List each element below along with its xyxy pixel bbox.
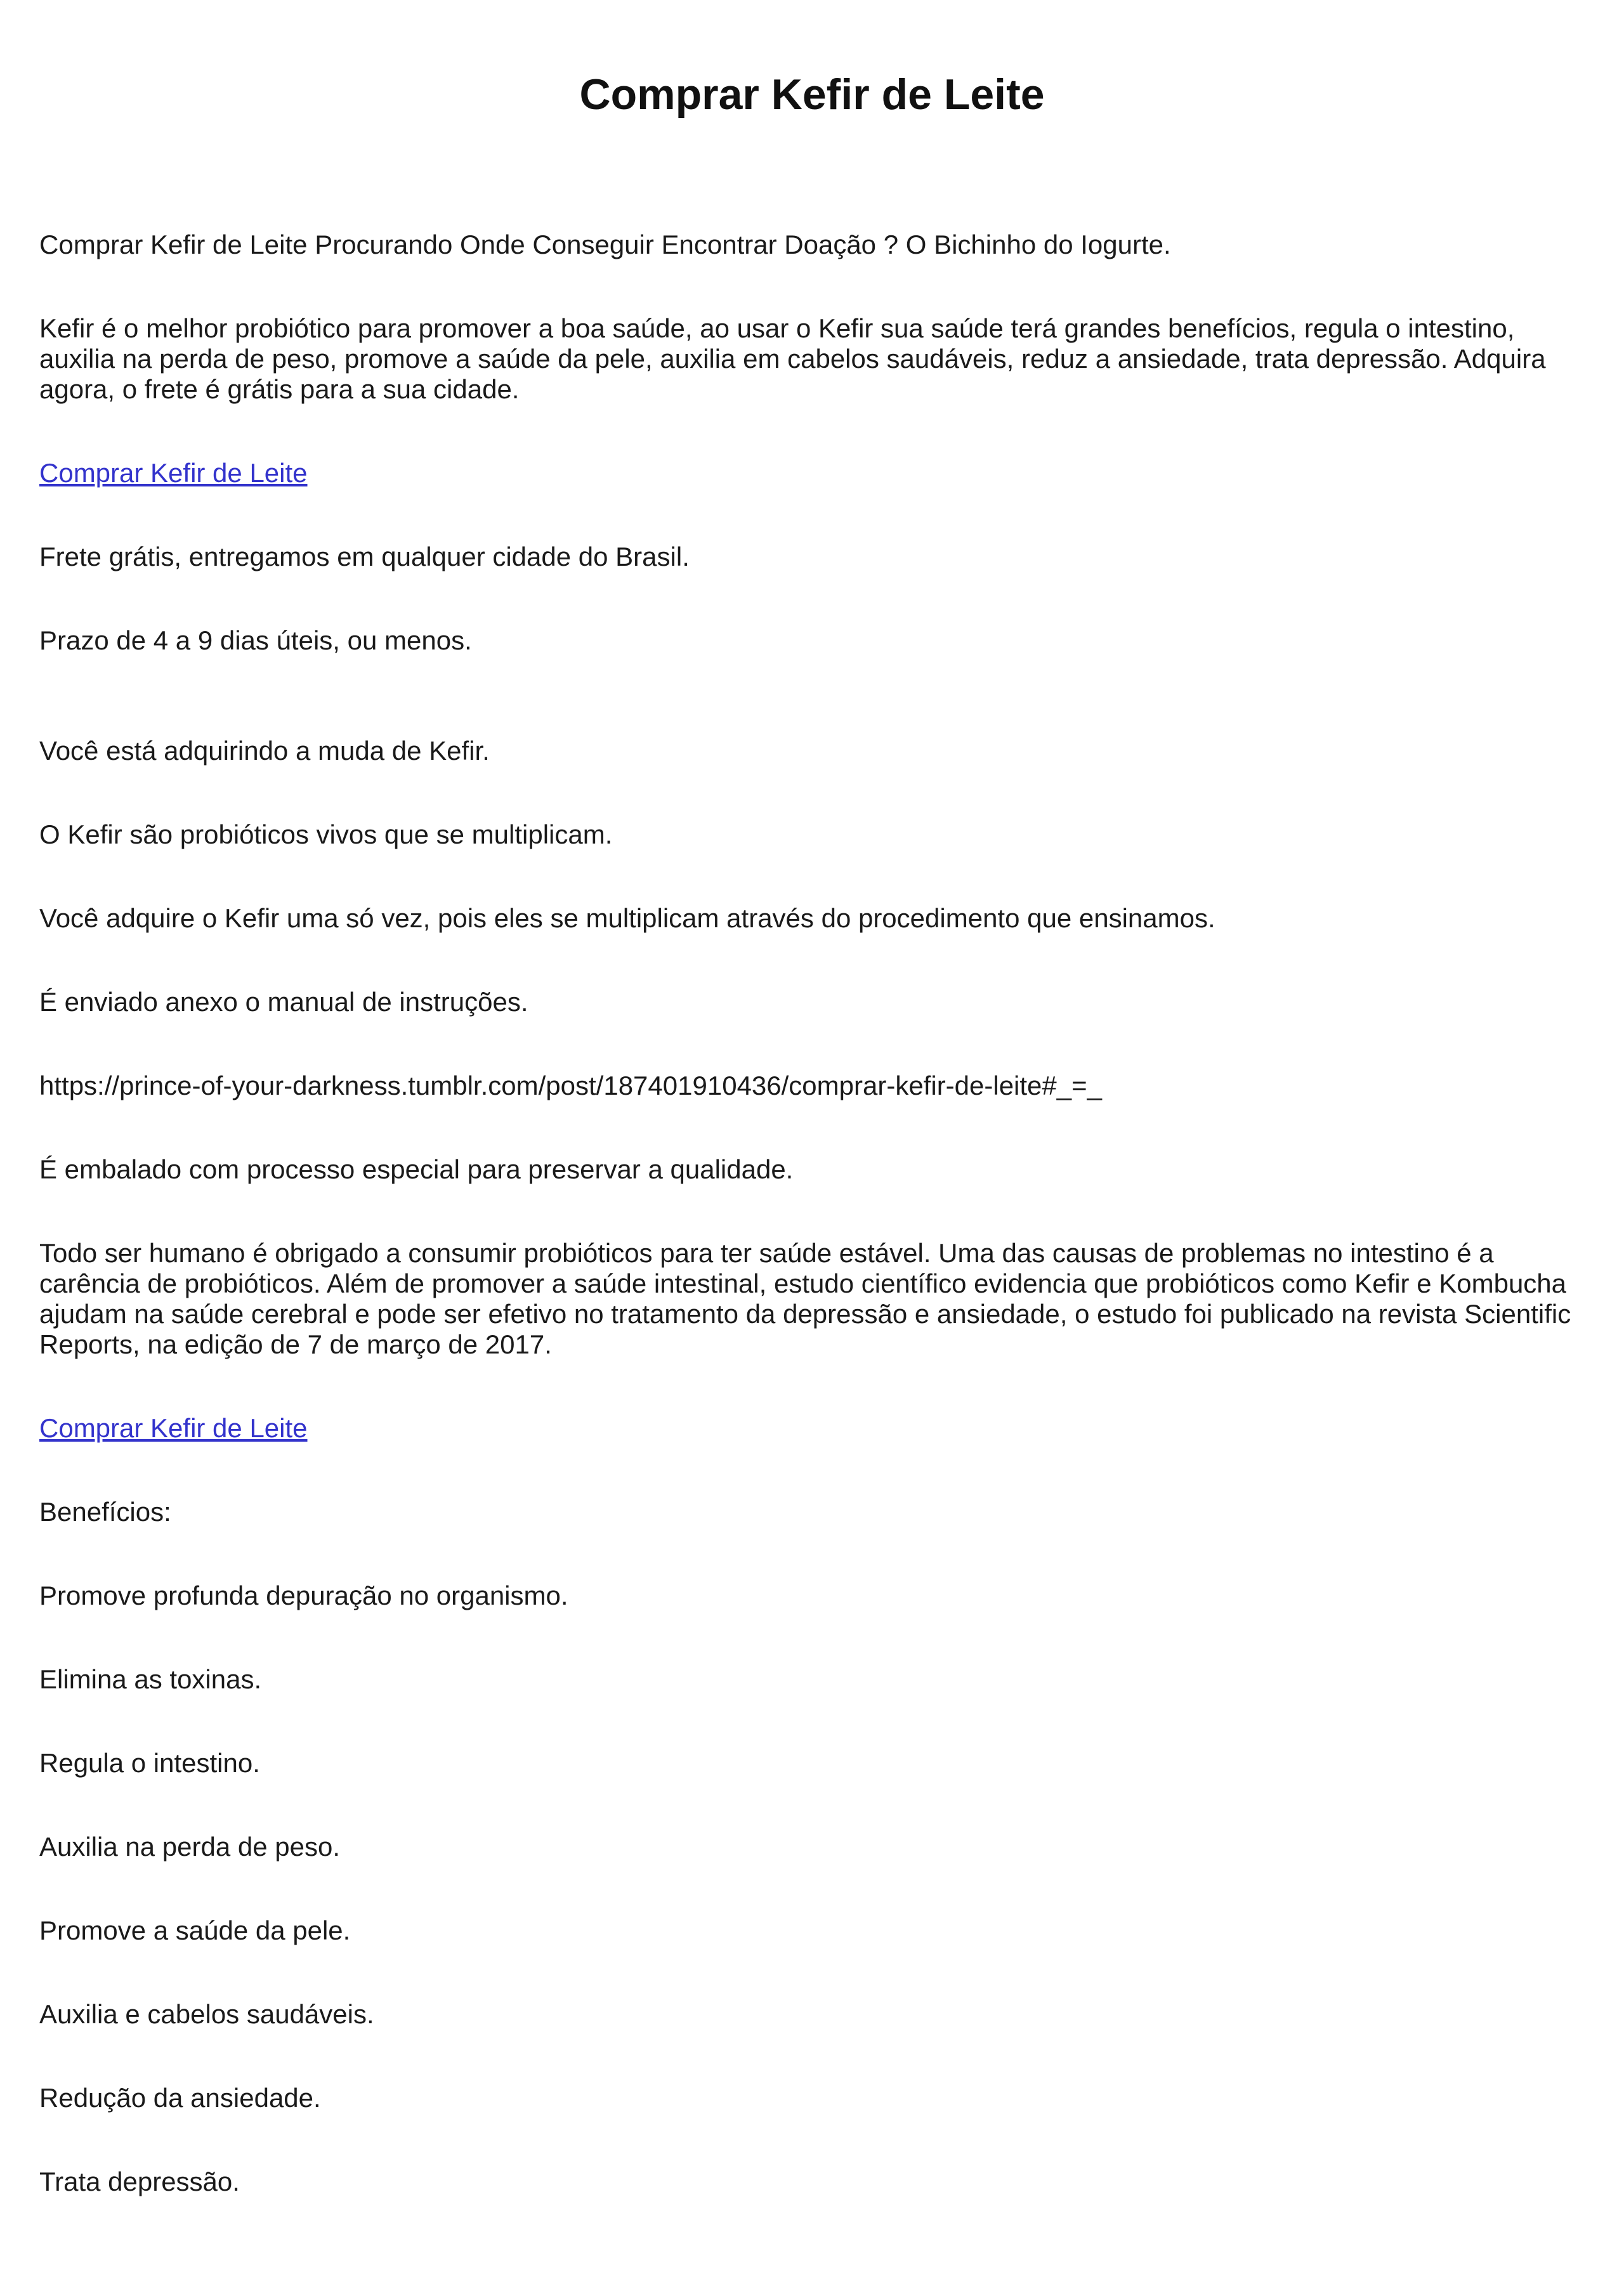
page-title: Comprar Kefir de Leite <box>579 70 1045 119</box>
deadline-paragraph: Prazo de 4 a 9 dias úteis, ou menos. <box>39 625 472 655</box>
benefit-item: Redução da ansiedade. <box>39 2083 321 2113</box>
benefit-item: Promove profunda depuração no organismo. <box>39 1581 568 1610</box>
benefit-item: Elimina as toxinas. <box>39 1664 262 1694</box>
study-paragraph: Todo ser humano é obrigado a consumir probióticos para ter saúde estável. Uma das causas de problemas no intestino é a carência de probióticos. Além de promover a saúde intestinal, estudo científico evidencia que probióticos como Kefir e Kombucha ajudam na saúde cerebral e pode ser efetivo no tratamento da depressão e ansiedade, o estudo foi publicado na revista Scientific Reports, na edição de 7 de março de 2017. <box>39 1238 1571 1359</box>
acquiring-paragraph: Você está adquirindo a muda de Kefir. <box>39 736 490 766</box>
benefit-item: Trata depressão. <box>39 2167 240 2196</box>
manual-paragraph: É enviado anexo o manual de instruções. <box>39 987 528 1017</box>
benefit-item: Auxilia na perda de peso. <box>39 1832 340 1862</box>
purchase-link-paragraph <box>39 458 1587 488</box>
benefit-item: Regula o intestino. <box>39 1748 260 1778</box>
once-paragraph: Você adquire o Kefir uma só vez, pois eles se multiplicam através do procedimento que ensinamos. <box>39 903 1215 933</box>
packaging-paragraph: É embalado com processo especial para preservar a qualidade. <box>39 1154 794 1184</box>
description-paragraph: Kefir é o melhor probiótico para promover a boa saúde, ao usar o Kefir sua saúde terá grandes benefícios, regula o intestino, auxilia na perda de peso, promove a saúde da pele, auxilia em cabelos saudáveis, reduz a ansiedade, trata depressão. Adquira agora, o frete é grátis para a sua cidade. <box>39 313 1546 404</box>
benefit-item: Promove a saúde da pele. <box>39 1915 351 1945</box>
purchase-link-paragraph-2 <box>39 1413 1587 1444</box>
benefit-item: Auxilia e cabelos saudáveis. <box>39 1999 374 2029</box>
purchase-link[interactable]: Comprar Kefir de Leite <box>39 458 308 488</box>
intro-paragraph: Comprar Kefir de Leite Procurando Onde Conseguir Encontrar Doação ? O Bichinho do Iogurte. <box>39 230 1171 259</box>
benefits-heading: Benefícios: <box>39 1497 171 1527</box>
purchase-link-2[interactable]: Comprar Kefir de Leite <box>39 1413 308 1443</box>
probiotics-paragraph: O Kefir são probióticos vivos que se multiplicam. <box>39 819 613 849</box>
shipping-paragraph: Frete grátis, entregamos em qualquer cidade do Brasil. <box>39 542 690 571</box>
source-url: https://prince-of-your-darkness.tumblr.com/post/187401910436/comprar-kefir-de-leite#_=_ <box>39 1071 1103 1100</box>
document-body <box>39 230 1587 2197</box>
